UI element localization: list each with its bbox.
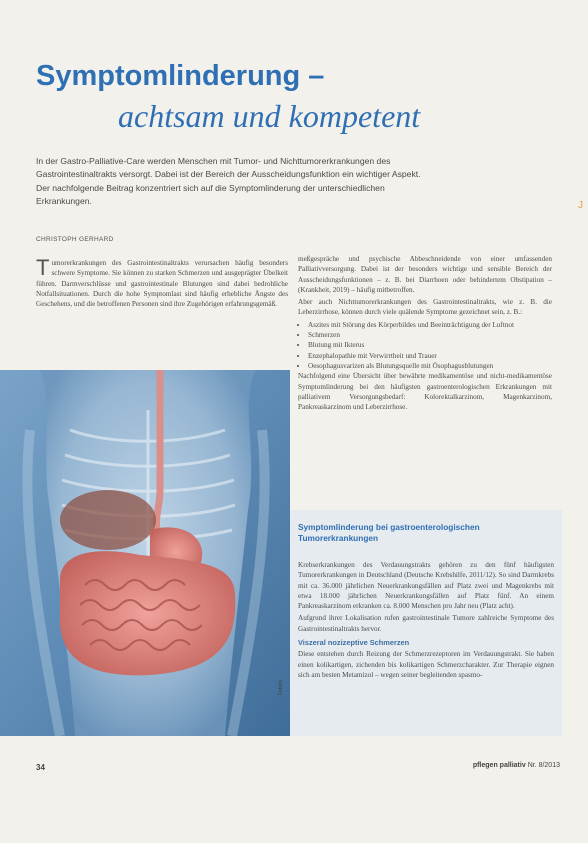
list-item: • Enzephalopathie mit Verwirrtheit und Trauer (308, 351, 552, 361)
list-item: • Schmerzen (308, 330, 552, 340)
right-paragraph-2: Aber auch Nichttumorerkrankungen des Gastrointestinaltrakts, wie z. B. die Leberzirrhose, können durch viele quälende Symptome gezeichnet sein, z. B.: (298, 298, 552, 317)
column-left (36, 255, 288, 311)
right-paragraph-1: meßgespräche und psychische Abbeschneidende von einer umfassenden Palliativversorgung. Dabei ist der besonders wichtige und sensible Bereich der Ausscheidungsfunktionen – z. B. bei Diarrhoen oder behindertem Obstipation – (Krankheit, 2019) – häufig mitbetroffen. (298, 255, 552, 294)
box-paragraph-3: Diese entstehen durch Reizung der Schmerzrezeptoren im Verdauungstrakt. Sie haben einen kolikartigen, zichenden bis kolikartigen Schmerzcharakter. Zur Therapie eignen sich am besten Metamizol – wegen seiner begleitenden spasmo- (298, 650, 554, 679)
torso-anatomy-image (0, 370, 290, 736)
left-paragraph-text: umorerkrankungen des Gastrointestinaltrakts verursachen häufig besonders schwere Symptome. Sie können zu starken Schmerzen und ausgeprägter Übelkeit führen. Darmverschlüsse und gastrointestinale Blutungen sind dabei bedrohliche Notfallsituationen. Durch die hohe Symptomlast sind häufig erhebliche Ängste des Geschehens, und die betroffenen Personen sind ihre Zugehörigen erfahrungsgemäß. (36, 259, 288, 309)
journal-issue: Nr. 8/2013 (527, 762, 560, 769)
box-paragraph-1: Krebserkrankungen des Verdauungstrakts gehören zu den fünf häufigsten Tumorerkrankungen in Deutschland (Deutsche Krebshilfe, 2011/12). So sind Darmkrebs mit ca. 36.000 jährlichen Neuerkrankungsfällen auf Platz zwei und Magenkrebs mit etwa 18.000 jährlichen Neuerkrankungsfällen auf Platz fünf. An einem Pankreaskarzinom erkranken ca. 8.000 Menschen pro Jahr neu (Platz acht). (298, 561, 554, 611)
lead-paragraph: In der Gastro-Palliative-Care werden Menschen mit Tumor- und Nichttumorerkrankungen des Gastrointestinaltrakts versorgt. Dabei ist der Bereich der Ausscheidungsfunktion ein wichtiger Aspekt. Der nachfolgende Beitrag konzentriert sich auf die Symptomlinderung der unterschiedlichen Erkrankungen. (36, 156, 421, 207)
box-subheading: Viszeral nozizeptive Schmerzen (298, 638, 410, 648)
right-paragraph-3: Nachfolgend eine Übersicht über bewährte medikamentöse und nicht-medikamentöse Symptomlinderung bei den häufigsten gastroenterologischen Erkrankungen mit palliativem Versorgungsbedarf: Kolorektalkarzinom, Magenkarzinom, Pankreaskarzinom und Leberzirrhose. (298, 372, 552, 412)
page-edge-mark: J (578, 200, 583, 211)
article-title-line1: Symptomlinderung – (36, 60, 325, 92)
info-box-heading: Symptomlinderung bei gastroenterologischen Tumorerkrankungen (298, 522, 480, 543)
info-box-body (298, 560, 554, 682)
list-item: • Aszites mit Störung des Körperbildes und Beeinträchtigung der Luftnot (308, 320, 552, 330)
box-paragraph-2: Aufgrund ihrer Lokalisation rufen gastrointestinale Tumore zahlreiche Symptome des Gastrointestinaltrakts hervor. (298, 614, 554, 633)
list-item: • Blutung mit Ikterus (308, 340, 552, 350)
journal-name: pflegen palliativ (472, 762, 526, 769)
column-right (298, 254, 552, 414)
anatomy-illustration (0, 370, 290, 736)
journal-footer (473, 762, 560, 769)
author-byline: CHRISTOPH GERHARD (36, 236, 114, 243)
left-paragraph (36, 255, 288, 309)
page-number: 34 (36, 763, 45, 772)
list-item: • Oesophagusvarizen als Blutungsquelle mit Ösophagusblutungen (308, 361, 552, 371)
drop-cap: T (36, 255, 50, 280)
symptom-list (298, 320, 552, 371)
article-title-line2: achtsam und kompetent (118, 98, 421, 134)
image-credit: Fotolia (278, 680, 284, 696)
